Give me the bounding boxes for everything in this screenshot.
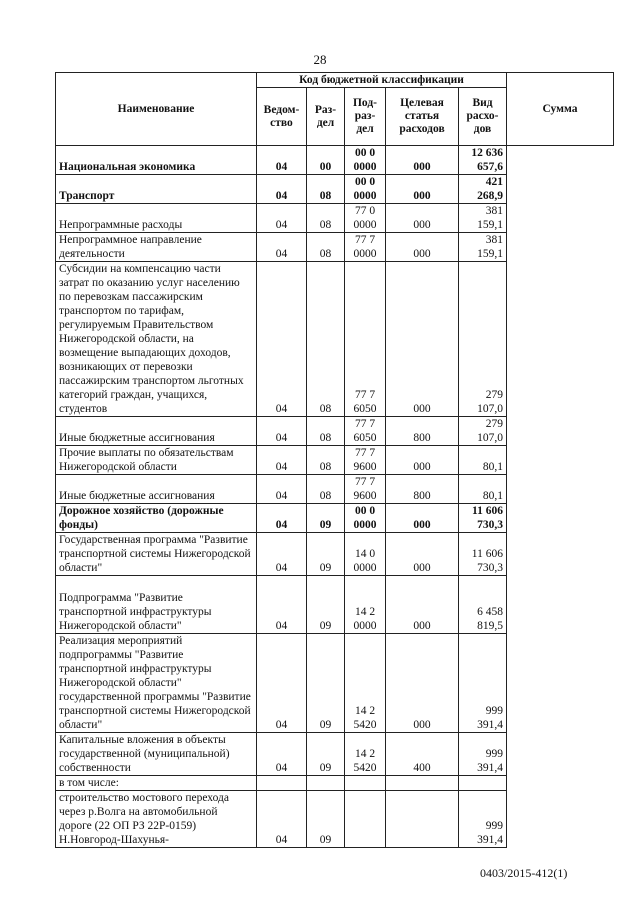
row-vid: 000 xyxy=(386,533,459,576)
row-vid xyxy=(386,776,459,791)
row-ved: 04 xyxy=(257,533,307,576)
row-name: Иные бюджетные ассигнования xyxy=(56,475,257,504)
row-summa: 11 606 730,3 xyxy=(459,504,507,533)
table-row xyxy=(56,262,614,417)
row-vid: 000 xyxy=(386,146,459,175)
header-vid: Вид расхо-дов xyxy=(459,88,507,146)
row-razdel: 09 xyxy=(307,791,345,848)
header-name: Наименование xyxy=(56,73,257,146)
row-vid: 000 xyxy=(386,262,459,417)
row-vid xyxy=(386,791,459,848)
row-name: Подпрограмма "Развитие транспортной инфраструктуры Нижегородской области" xyxy=(56,576,257,634)
row-summa: 999 391,4 xyxy=(459,634,507,733)
row-celevaya xyxy=(345,776,386,791)
row-celevaya: 00 0 0000 xyxy=(345,146,386,175)
row-summa: 80,1 xyxy=(459,475,507,504)
table-row xyxy=(56,504,614,533)
row-celevaya xyxy=(345,791,386,848)
row-name: Реализация мероприятий подпрограммы "Развитие транспортной инфраструктуры Нижегородской области" государственной программы "Развитие транспортной системы Нижегородской области" xyxy=(56,634,257,733)
row-summa: 11 606 730,3 xyxy=(459,533,507,576)
row-celevaya: 77 7 6050 xyxy=(345,262,386,417)
row-name: строительство мостового перехода через р.Волга на автомобильной дороге (22 ОП РЗ 22Р-0159) Н.Новгород-Шахунья- xyxy=(56,791,257,848)
table-row xyxy=(56,175,614,204)
table-row xyxy=(56,791,614,848)
table-row xyxy=(56,146,614,175)
row-name: Непрограммное направление деятельности xyxy=(56,233,257,262)
header-celevaya: Целевая статья расходов xyxy=(386,88,459,146)
row-vid: 000 xyxy=(386,175,459,204)
row-name: Иные бюджетные ассигнования xyxy=(56,417,257,446)
row-ved xyxy=(257,776,307,791)
row-ved: 04 xyxy=(257,417,307,446)
row-summa: 12 636 657,6 xyxy=(459,146,507,175)
row-ved: 04 xyxy=(257,262,307,417)
row-celevaya: 14 0 0000 xyxy=(345,533,386,576)
row-celevaya: 14 2 0000 xyxy=(345,576,386,634)
row-celevaya: 77 7 0000 xyxy=(345,233,386,262)
row-ved: 04 xyxy=(257,576,307,634)
row-ved: 04 xyxy=(257,175,307,204)
row-razdel: 08 xyxy=(307,175,345,204)
row-razdel: 08 xyxy=(307,204,345,233)
header-code-group: Код бюджетной классификации xyxy=(257,73,507,88)
row-celevaya: 14 2 5420 xyxy=(345,733,386,776)
row-razdel: 08 xyxy=(307,417,345,446)
row-razdel: 08 xyxy=(307,262,345,417)
table-row xyxy=(56,446,614,475)
row-ved: 04 xyxy=(257,733,307,776)
row-name: Национальная экономика xyxy=(56,146,257,175)
row-vid: 800 xyxy=(386,417,459,446)
row-celevaya: 77 0 0000 xyxy=(345,204,386,233)
row-summa: 999 391,4 xyxy=(459,791,507,848)
row-razdel: 08 xyxy=(307,446,345,475)
row-celevaya: 77 7 6050 xyxy=(345,417,386,446)
row-name: Транспорт xyxy=(56,175,257,204)
row-celevaya: 00 0 0000 xyxy=(345,504,386,533)
row-vid: 400 xyxy=(386,733,459,776)
row-summa: 279 107,0 xyxy=(459,417,507,446)
row-name: в том числе: xyxy=(56,776,257,791)
budget-table xyxy=(55,72,614,848)
row-ved: 04 xyxy=(257,233,307,262)
header-razdel: Раз-дел xyxy=(307,88,345,146)
table-row xyxy=(56,776,614,791)
row-name: Капитальные вложения в объекты государственной (муниципальной) собственности xyxy=(56,733,257,776)
row-celevaya: 77 7 9600 xyxy=(345,446,386,475)
row-vid: 800 xyxy=(386,475,459,504)
table-row xyxy=(56,475,614,504)
row-ved: 04 xyxy=(257,504,307,533)
row-razdel xyxy=(307,776,345,791)
row-summa: 279 107,0 xyxy=(459,262,507,417)
table-row xyxy=(56,417,614,446)
row-razdel: 08 xyxy=(307,233,345,262)
page-number: 28 xyxy=(313,52,327,67)
row-ved: 04 xyxy=(257,446,307,475)
row-ved: 04 xyxy=(257,634,307,733)
table-row xyxy=(56,204,614,233)
row-ved: 04 xyxy=(257,475,307,504)
row-vid: 000 xyxy=(386,576,459,634)
row-name: Государственная программа "Развитие транспортной системы Нижегородской области" xyxy=(56,533,257,576)
row-ved: 04 xyxy=(257,146,307,175)
header-podrazdel: Под-раз-дел xyxy=(345,88,386,146)
row-razdel: 08 xyxy=(307,475,345,504)
row-vid: 000 xyxy=(386,233,459,262)
row-name: Прочие выплаты по обязательствам Нижегородской области xyxy=(56,446,257,475)
row-ved: 04 xyxy=(257,791,307,848)
table-row xyxy=(56,733,614,776)
row-vid: 000 xyxy=(386,204,459,233)
row-summa: 999 391,4 xyxy=(459,733,507,776)
row-summa: 6 458 819,5 xyxy=(459,576,507,634)
row-celevaya: 00 0 0000 xyxy=(345,175,386,204)
row-ved: 04 xyxy=(257,204,307,233)
row-razdel: 09 xyxy=(307,733,345,776)
document-code: 0403/2015-412(1) xyxy=(480,866,568,880)
row-summa: 381 159,1 xyxy=(459,233,507,262)
row-vid: 000 xyxy=(386,634,459,733)
row-name: Субсидии на компенсацию части затрат по оказанию услуг населению по перевозкам пассажирским транспортом по тарифам, регулируемым Правительством Нижегородской области, на возмещение выпадающих доходов, возникающих от перевозки пассажирским транспортом льготных категорий граждан, учащихся, студентов xyxy=(56,262,257,417)
table-row xyxy=(56,233,614,262)
row-razdel: 09 xyxy=(307,504,345,533)
row-vid: 000 xyxy=(386,504,459,533)
row-celevaya: 14 2 5420 xyxy=(345,634,386,733)
row-summa: 381 159,1 xyxy=(459,204,507,233)
row-vid: 000 xyxy=(386,446,459,475)
row-razdel: 09 xyxy=(307,634,345,733)
row-razdel: 09 xyxy=(307,533,345,576)
row-razdel: 09 xyxy=(307,576,345,634)
header-ved: Ведом-ство xyxy=(257,88,307,146)
row-name: Дорожное хозяйство (дорожные фонды) xyxy=(56,504,257,533)
table-row xyxy=(56,634,614,733)
row-celevaya: 77 7 9600 xyxy=(345,475,386,504)
row-razdel: 00 xyxy=(307,146,345,175)
header-summa: Сумма xyxy=(507,73,614,146)
row-summa: 80,1 xyxy=(459,446,507,475)
row-name: Непрограммные расходы xyxy=(56,204,257,233)
row-summa xyxy=(459,776,507,791)
table-row xyxy=(56,576,614,634)
table-row xyxy=(56,533,614,576)
row-summa: 421 268,9 xyxy=(459,175,507,204)
table-body xyxy=(56,146,614,848)
